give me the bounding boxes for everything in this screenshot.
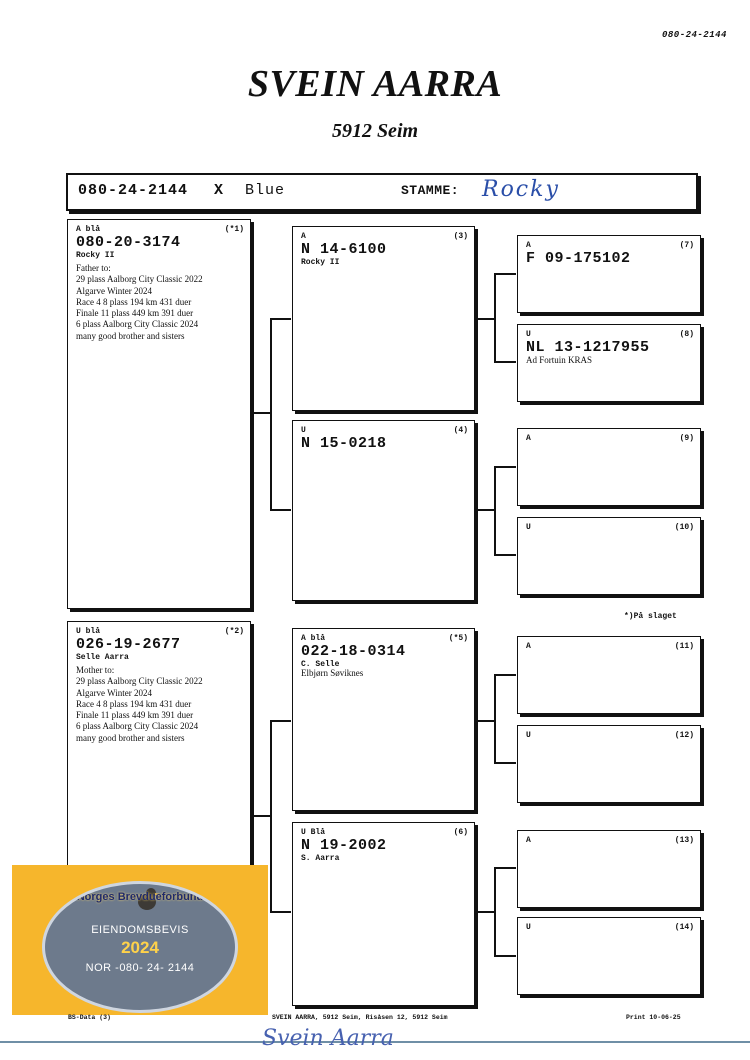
- bird-5-box: [292, 628, 475, 811]
- bird-5-name: C. Selle: [301, 660, 340, 669]
- bird-12-number: (12): [674, 731, 694, 740]
- bird-14-number: (14): [674, 923, 694, 932]
- bird-11-box: [517, 636, 701, 714]
- header-color: Blue: [245, 182, 286, 199]
- bird-2-notes: Mother to: 29 plass Aalborg City Classic 2022 Algarve Winter 2024 Race 4 8 plass 194 km 431 duer Finale 11 plass 449 km 391 duer 6 plass Aalborg City Classic 2024 many good brother and sisters: [76, 665, 203, 743]
- bird-1-number: (*1): [224, 225, 244, 234]
- footnote: *)På slaget: [624, 612, 677, 621]
- bird-12-box: [517, 725, 701, 803]
- bird-3-box: [292, 226, 475, 411]
- bird-5-sex: A blå: [301, 634, 326, 643]
- bird-8-note: Ad Fortuin KRAS: [526, 355, 593, 365]
- bird-4-box: [292, 420, 475, 601]
- seal-registration: NOR -080- 24- 2144: [85, 962, 195, 974]
- bird-5-note: Elbjørn Søviknes: [301, 668, 364, 678]
- bird-4-ring: N 15-0218: [301, 435, 387, 452]
- bird-2-name: Selle Aarra: [76, 653, 129, 662]
- bird-12-sex: U: [526, 731, 531, 740]
- bird-6-box: [292, 822, 475, 1006]
- bird-7-sex: A: [526, 241, 531, 250]
- bird-3-ring: N 14-6100: [301, 241, 387, 258]
- bird-7-number: (7): [679, 241, 694, 250]
- document-id: 080-24-2144: [662, 30, 727, 40]
- footer-center: SVEIN AARRA, 5912 Seim, Risåsen 12, 5912 Seim: [272, 1014, 448, 1021]
- pedigree-header: [66, 173, 698, 211]
- bird-1-name: Rocky II: [76, 251, 115, 260]
- header-ring-number: 080-24-2144: [78, 182, 189, 199]
- bird-7-box: [517, 235, 701, 313]
- stamme-label: STAMME:: [401, 183, 460, 198]
- bird-11-sex: A: [526, 642, 531, 651]
- bird-11-number: (11): [674, 642, 694, 651]
- bird-8-ring: NL 13-1217955: [526, 339, 650, 356]
- bird-1-box: [67, 219, 251, 609]
- bird-13-number: (13): [674, 836, 694, 845]
- bird-6-sex: U Blå: [301, 828, 326, 837]
- bird-10-number: (10): [674, 523, 694, 532]
- bird-6-name: S. Aarra: [301, 854, 340, 863]
- bird-14-box: [517, 917, 701, 995]
- bird-7-ring: F 09-175102: [526, 250, 631, 267]
- bird-8-sex: U: [526, 330, 531, 339]
- bird-3-number: (3): [453, 232, 468, 241]
- bird-14-sex: U: [526, 923, 531, 932]
- bird-10-sex: U: [526, 523, 531, 532]
- bird-6-number: (6): [453, 828, 468, 837]
- bird-1-notes: Father to: 29 plass Aalborg City Classic 2022 Algarve Winter 2024 Race 4 8 plass 194 km 431 duer Finale 11 plass 449 km 391 duer 6 plass Aalborg City Classic 2024 many good brother and sisters: [76, 263, 203, 341]
- footer-right: Print 10-06-25: [626, 1014, 681, 1021]
- handwritten-signature: Svein Aarra: [262, 1026, 394, 1051]
- bird-8-box: [517, 324, 701, 402]
- breeder-name: SVEIN AARRA: [247, 63, 503, 105]
- bird-5-ring: 022-18-0314: [301, 643, 406, 660]
- bird-4-number: (4): [453, 426, 468, 435]
- bird-5-number: (*5): [448, 634, 468, 643]
- bird-1-ring: 080-20-3174: [76, 234, 181, 251]
- bird-8-number: (8): [679, 330, 694, 339]
- bird-6-ring: N 19-2002: [301, 837, 387, 854]
- bird-9-box: [517, 428, 701, 506]
- bird-3-sex: A: [301, 232, 306, 241]
- header-x: X: [214, 182, 224, 199]
- bird-13-box: [517, 830, 701, 908]
- seal-year: 2024: [121, 938, 159, 957]
- bird-2-sex: U blå: [76, 627, 101, 636]
- bird-2-ring: 026-19-2677: [76, 636, 181, 653]
- bird-9-number: (9): [679, 434, 694, 443]
- bird-4-sex: U: [301, 426, 306, 435]
- bird-3-name: Rocky II: [301, 258, 340, 267]
- bird-9-sex: A: [526, 434, 531, 443]
- bird-13-sex: A: [526, 836, 531, 845]
- ownership-seal: [12, 865, 268, 1015]
- seal-certificate-label: EIENDOMSBEVIS: [91, 924, 189, 936]
- seal-organisation: Norges Brevdueforbund: [76, 891, 204, 903]
- footer-left: BS-Data (3): [68, 1014, 111, 1021]
- seal-emblem: [42, 881, 238, 1013]
- bird-2-number: (*2): [224, 627, 244, 636]
- breeder-location: 5912 Seim: [331, 120, 419, 142]
- bird-10-box: [517, 517, 701, 595]
- strain-handwritten: Rocky: [482, 177, 560, 202]
- bird-1-sex: A blå: [76, 225, 101, 234]
